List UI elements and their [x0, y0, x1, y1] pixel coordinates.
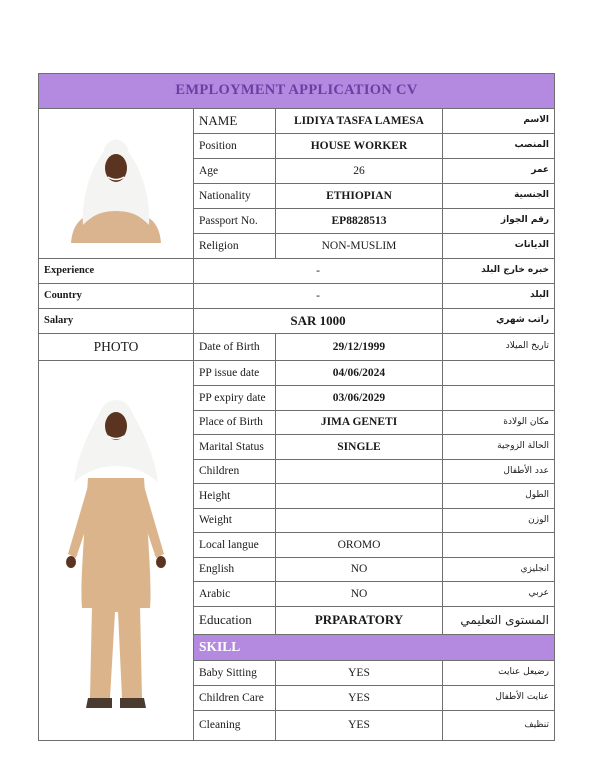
arabic-country: البلد: [443, 284, 555, 309]
value-pp-issue: 04/06/2024: [276, 361, 443, 386]
arabic-age: عمر: [443, 159, 555, 184]
value-local-lang: OROMO: [276, 533, 443, 558]
arabic-name: الاسم: [443, 109, 555, 134]
value-education: PRPARATORY: [276, 607, 443, 635]
arabic-position: المنصب: [443, 134, 555, 159]
label-arabic: Arabic: [194, 582, 276, 607]
value-salary: SAR 1000: [194, 309, 443, 334]
photo-label: PHOTO: [39, 334, 194, 361]
arabic-pp-issue: [443, 361, 555, 386]
arabic-passport: رقم الجواز: [443, 209, 555, 234]
value-country: -: [194, 284, 443, 309]
arabic-experience: خبره خارج البلد: [443, 259, 555, 284]
value-birthplace: JIMA GENETI: [276, 411, 443, 435]
value-arabic: NO: [276, 582, 443, 607]
label-salary: Salary: [39, 309, 194, 334]
label-dob: Date of Birth: [194, 334, 276, 361]
value-english: NO: [276, 558, 443, 582]
skill-arabic-children-care: عنايت الأطفال: [443, 686, 555, 711]
skill-arabic-baby-sitting: رضيعل عنايت: [443, 661, 555, 686]
value-religion: NON-MUSLIM: [276, 234, 443, 259]
arabic-local-lang: [443, 533, 555, 558]
arabic-english: انجليزي: [443, 558, 555, 582]
label-name: NAME: [194, 109, 276, 134]
value-height: [276, 484, 443, 509]
arabic-children: عدد الأطفال: [443, 460, 555, 484]
value-pp-expiry: 03/06/2029: [276, 386, 443, 411]
arabic-nationality: الجنسية: [443, 184, 555, 209]
value-dob: 29/12/1999: [276, 334, 443, 361]
arabic-religion: الديانات: [443, 234, 555, 259]
arabic-salary: راتب شهري: [443, 309, 555, 334]
label-local-lang: Local langue: [194, 533, 276, 558]
label-passport: Passport No.: [194, 209, 276, 234]
label-position: Position: [194, 134, 276, 159]
skill-value-baby-sitting: YES: [276, 661, 443, 686]
arabic-dob: تاريخ الميلاد: [443, 334, 555, 361]
skill-label-cleaning: Cleaning: [194, 711, 276, 741]
label-children: Children: [194, 460, 276, 484]
label-education: Education: [194, 607, 276, 635]
value-name: LIDIYA TASFA LAMESA: [276, 109, 443, 134]
arabic-education: المستوى التعليمي: [443, 607, 555, 635]
label-experience: Experience: [39, 259, 194, 284]
value-marital: SINGLE: [276, 435, 443, 460]
form-title: EMPLOYMENT APPLICATION CV: [39, 74, 555, 109]
label-country: Country: [39, 284, 194, 309]
portrait-image: [63, 125, 169, 243]
value-weight: [276, 509, 443, 533]
value-age: 26: [276, 159, 443, 184]
arabic-marital: الحالة الزوجية: [443, 435, 555, 460]
value-passport: EP8828513: [276, 209, 443, 234]
label-religion: Religion: [194, 234, 276, 259]
arabic-birthplace: مكان الولادة: [443, 411, 555, 435]
cv-table: [38, 73, 555, 741]
label-weight: Weight: [194, 509, 276, 533]
full-body-image: [60, 386, 172, 716]
portrait-photo: [39, 109, 194, 259]
label-age: Age: [194, 159, 276, 184]
label-height: Height: [194, 484, 276, 509]
label-marital: Marital Status: [194, 435, 276, 460]
value-position: HOUSE WORKER: [276, 134, 443, 159]
skill-value-cleaning: YES: [276, 711, 443, 741]
label-birthplace: Place of Birth: [194, 411, 276, 435]
arabic-arabic: عربي: [443, 582, 555, 607]
skill-label-baby-sitting: Baby Sitting: [194, 661, 276, 686]
arabic-height: الطول: [443, 484, 555, 509]
value-experience: -: [194, 259, 443, 284]
label-nationality: Nationality: [194, 184, 276, 209]
label-english: English: [194, 558, 276, 582]
skill-header: SKILL: [194, 635, 555, 661]
label-pp-expiry: PP expiry date: [194, 386, 276, 411]
value-nationality: ETHIOPIAN: [276, 184, 443, 209]
skill-arabic-cleaning: تنظيف: [443, 711, 555, 741]
skill-value-children-care: YES: [276, 686, 443, 711]
label-pp-issue: PP issue date: [194, 361, 276, 386]
value-children: [276, 460, 443, 484]
skill-label-children-care: Children Care: [194, 686, 276, 711]
arabic-weight: الوزن: [443, 509, 555, 533]
arabic-pp-expiry: [443, 386, 555, 411]
full-body-photo: [39, 361, 194, 741]
